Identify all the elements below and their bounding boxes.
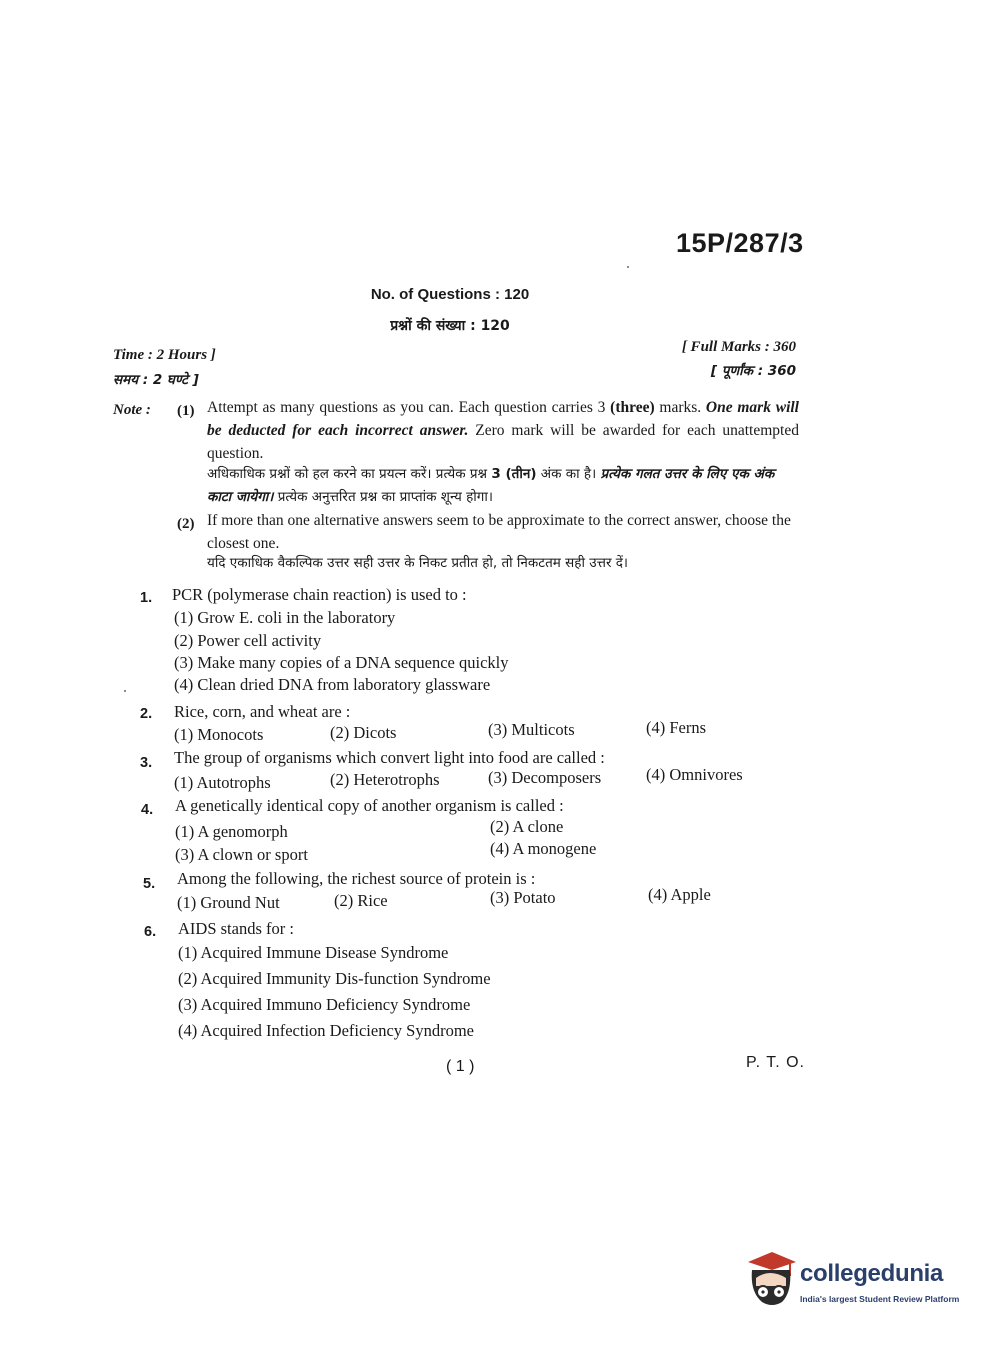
scan-speck <box>627 266 629 268</box>
note-item-1-text: Attempt as many questions as you can. Each question carries 3 (three) marks. One mark will be deducted for each incorrect answer. Zero mark will be awarded for each unattempted question. <box>207 399 799 462</box>
note-item-1-hindi: अधिकाधिक प्रश्नों को हल करने का प्रयत्न करें। प्रत्येक प्रश्न 3 (तीन) अंक का है। प्रत्येक गलत उत्तर के लिए एक अंक काटा जायेगा। प्रत्येक अनुत्तरित प्रश्न का प्राप्तांक शून्य होगा। <box>207 466 775 505</box>
question-number: 3. <box>140 755 153 771</box>
logo-tagline: India's largest Student Review Platform <box>800 1294 960 1304</box>
question-text: PCR (polymerase chain reaction) is used to : <box>172 585 467 604</box>
option: (2) Dicots <box>330 723 397 742</box>
time-allowed-hindi: समय : 2 घण्टे ] <box>113 372 199 388</box>
collegedunia-logo <box>742 1248 972 1318</box>
question-number: 2. <box>140 706 153 722</box>
question-text: Rice, corn, and wheat are : <box>174 702 351 721</box>
full-marks-hindi: [ पूर्णांक : 360 <box>710 363 796 379</box>
option: (3) Acquired Immuno Deficiency Syndrome <box>178 995 471 1014</box>
option: (2) A clone <box>490 817 564 836</box>
option: (2) Heterotrophs <box>330 770 440 789</box>
option: (3) Make many copies of a DNA sequence quickly <box>174 653 509 672</box>
note-item-2-number: (2) <box>177 516 195 532</box>
question-number: 6. <box>144 924 157 940</box>
option: (4) Clean dried DNA from laboratory glassware <box>174 675 491 694</box>
please-turn-over: P. T. O. <box>746 1054 805 1071</box>
number-of-questions: No. of Questions : 120 <box>370 286 530 303</box>
time-allowed: Time : 2 Hours ] <box>113 347 216 363</box>
option: (3) Potato <box>490 888 556 907</box>
question-text: The group of organisms which convert light into food are called : <box>174 748 605 767</box>
question-text: Among the following, the richest source of protein is : <box>177 869 536 888</box>
logo-brand-name: collegedunia <box>800 1260 944 1287</box>
question-text: AIDS stands for : <box>178 919 294 938</box>
scan-speck <box>124 690 126 692</box>
question-number: 5. <box>143 876 156 892</box>
option: (4) Ferns <box>646 718 707 737</box>
number-of-questions-hindi: प्रश्नों की संख्या : 120 <box>390 318 510 334</box>
note-item-1-number: (1) <box>177 403 195 419</box>
option: (2) Power cell activity <box>174 631 322 650</box>
question-number: 4. <box>141 802 154 818</box>
option: (1) Ground Nut <box>177 893 280 912</box>
option: (4) Acquired Infection Deficiency Syndrome <box>178 1021 474 1040</box>
option: (1) Grow E. coli in the laboratory <box>174 608 396 627</box>
page-number: ( 1 ) <box>446 1058 475 1075</box>
mascot-icon <box>742 1248 798 1310</box>
option: (1) Acquired Immune Disease Syndrome <box>178 943 449 962</box>
question-number: 1. <box>140 590 153 606</box>
full-marks: [ Full Marks : 360 <box>681 339 796 355</box>
paper-code: 15P/287/3 <box>676 228 804 258</box>
note-label: Note : <box>113 402 151 418</box>
option: (2) Rice <box>334 891 388 910</box>
note-item-2-text: If more than one alternative answers seem to be approximate to the correct answer, choose the closest one. <box>207 512 791 552</box>
option: (4) A monogene <box>490 839 597 858</box>
option: (3) A clown or sport <box>175 845 308 864</box>
option: (2) Acquired Immunity Dis-function Syndrome <box>178 969 491 988</box>
option: (1) A genomorph <box>175 822 288 841</box>
option: (3) Decomposers <box>488 768 602 787</box>
option: (4) Apple <box>648 885 711 904</box>
option: (3) Multicots <box>488 720 575 739</box>
option: (4) Omnivores <box>646 765 743 784</box>
option: (1) Autotrophs <box>174 773 271 792</box>
question-text: A genetically identical copy of another organism is called : <box>175 796 564 815</box>
note-item-2-hindi: यदि एकाधिक वैकल्पिक उत्तर सही उत्तर के निकट प्रतीत हो, तो निकटतम सही उत्तर दें। <box>207 555 629 571</box>
option: (1) Monocots <box>174 725 264 744</box>
